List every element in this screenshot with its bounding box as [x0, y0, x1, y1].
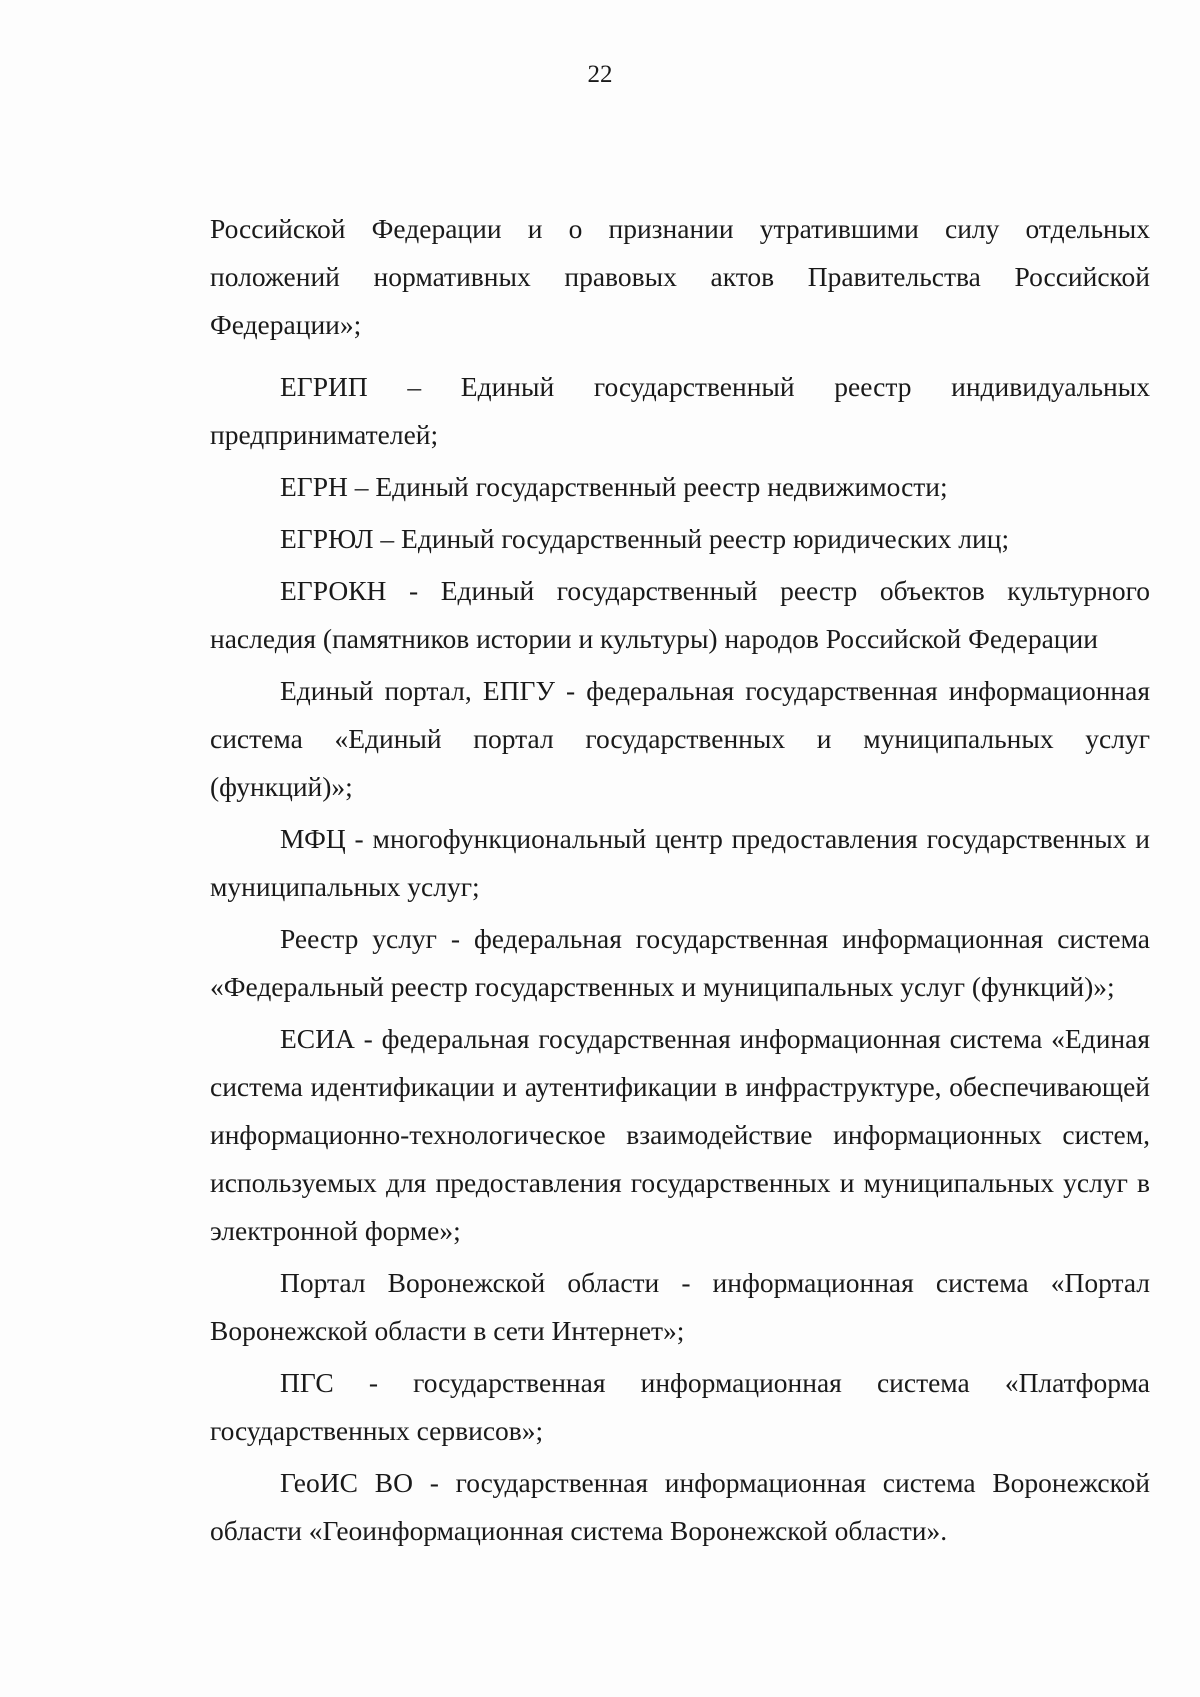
definition-egrul: ЕГРЮЛ – Единый государственный реестр юридических лиц;	[280, 523, 1010, 554]
definition-egrip: ЕГРИП – Единый государственный реестр индивидуальных предпринимателей;	[210, 371, 1150, 450]
document-body	[210, 205, 1150, 1555]
definition-geois-vo: ГеоИС ВО - государственная информационная система Воронежской области «Геоинформационная система Воронежской области».	[210, 1467, 1150, 1546]
definition-mfc: МФЦ - многофункциональный центр предоставления государственных и муниципальных услуг;	[210, 823, 1150, 902]
definition-egrokn: ЕГРОКН - Единый государственный реестр объектов культурного наследия (памятников истории и культуры) народов Российской Федерации	[210, 575, 1150, 654]
definition-esia: ЕСИА - федеральная государственная информационная система «Единая система идентификации и аутентификации в инфраструктуре, обеспечивающей информационно-технологическое взаимодействие информационных систем, используемых для предоставления государственных и муниципальных услуг в электронной форме»;	[210, 1023, 1150, 1246]
page-number: 22	[587, 61, 613, 88]
definition-pgs: ПГС - государственная информационная система «Платформа государственных сервисов»;	[210, 1367, 1150, 1446]
definition-registry-services: Реестр услуг - федеральная государственная информационная система «Федеральный реестр государственных и муниципальных услуг (функций)»;	[210, 923, 1150, 1002]
paragraph-continuation: Российской Федерации и о признании утратившими силу отдельных положений нормативных правовых актов Правительства Российской Федерации»;	[210, 213, 1150, 340]
definition-epgu: Единый портал, ЕПГУ - федеральная государственная информационная система «Единый портал государственных и муниципальных услуг (функций)»;	[210, 675, 1150, 802]
definition-egrn: ЕГРН – Единый государственный реестр недвижимости;	[280, 471, 948, 502]
definition-voronezh-portal: Портал Воронежской области - информационная система «Портал Воронежской области в сети Интернет»;	[210, 1267, 1150, 1346]
